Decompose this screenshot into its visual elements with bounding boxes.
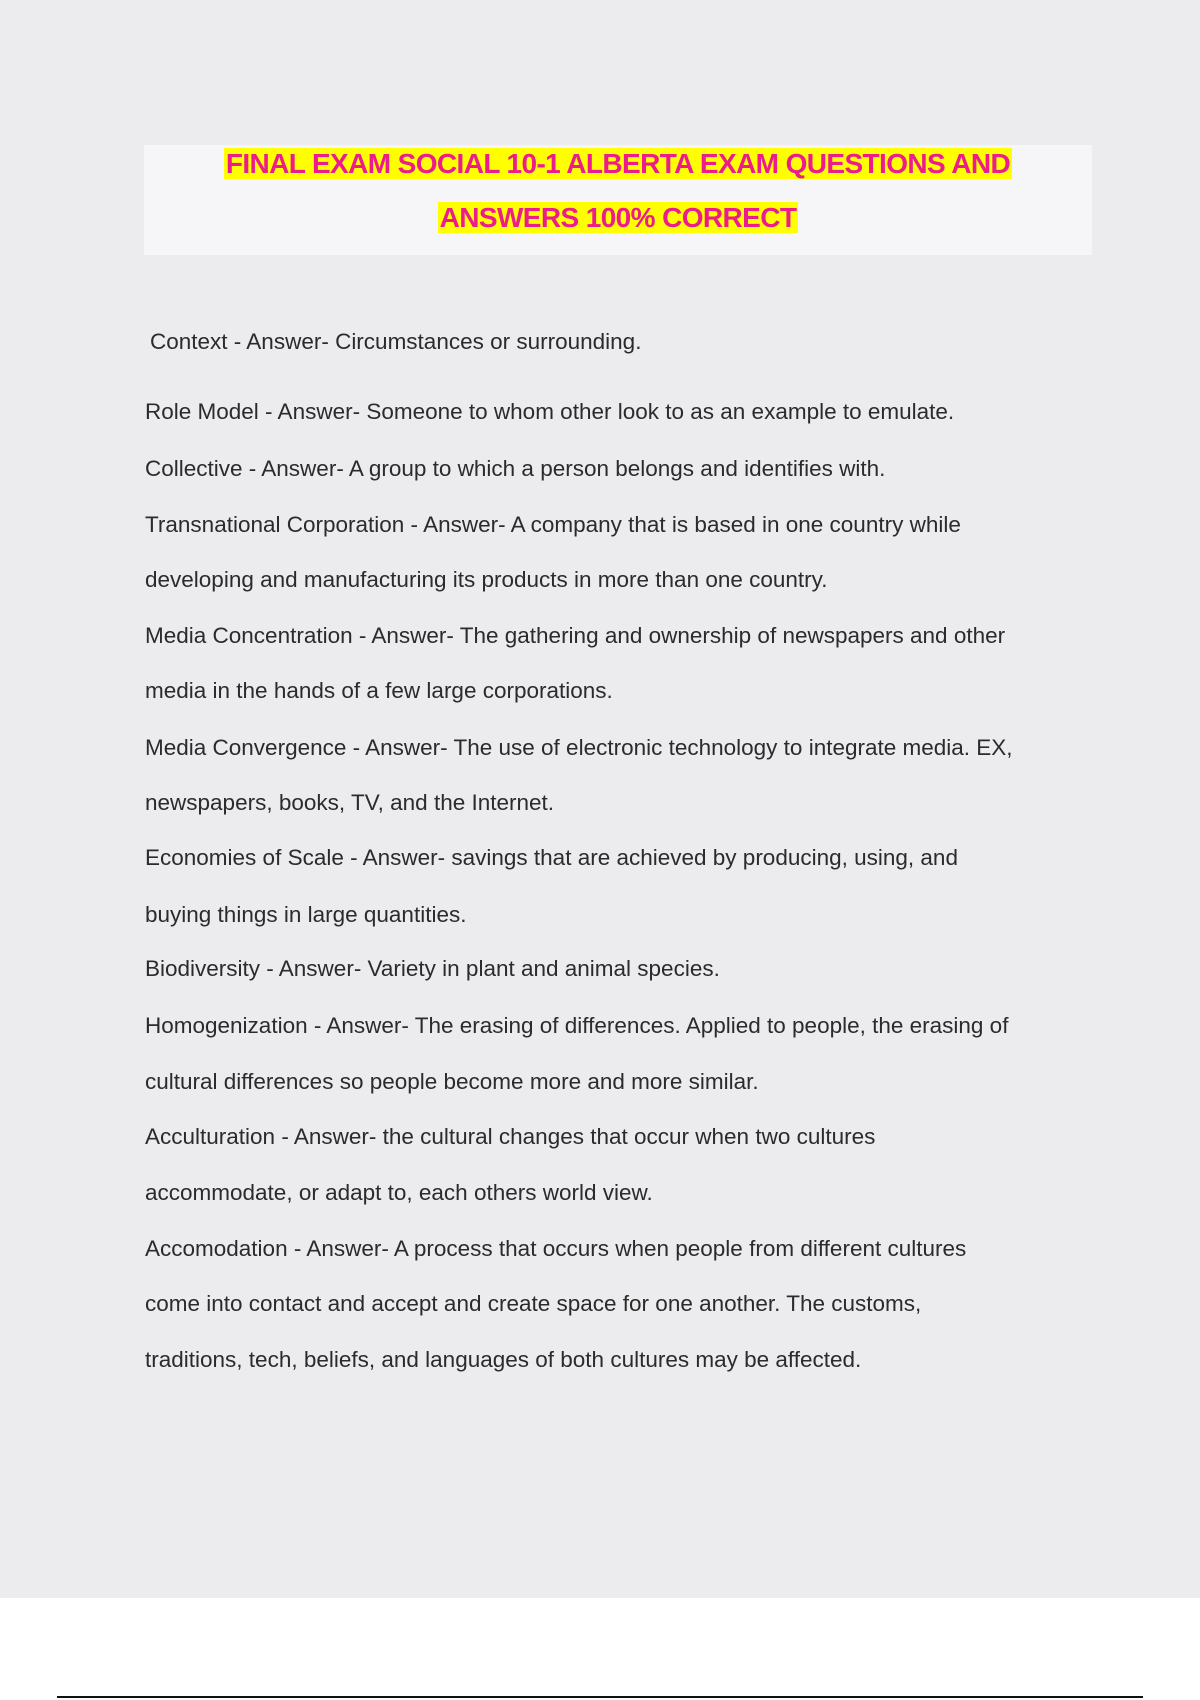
title-line-2: ANSWERS 100% CORRECT (439, 202, 797, 233)
title-line-1: FINAL EXAM SOCIAL 10-1 ALBERTA EXAM QUESTIONS AND (225, 148, 1011, 179)
entry-accomodation: Accomodation - Answer- A process that occurs when people from different cultures (145, 1236, 967, 1261)
entry-homogenization: Homogenization - Answer- The erasing of differences. Applied to people, the erasing of (145, 1013, 1009, 1038)
entry-economies-of-scale-cont: buying things in large quantities. (145, 902, 467, 927)
entry-economies-of-scale: Economies of Scale - Answer- savings that are achieved by producing, using, and (145, 845, 958, 870)
entry-media-concentration: Media Concentration - Answer- The gathering and ownership of newspapers and other (145, 623, 1006, 648)
entry-media-concentration-cont: media in the hands of a few large corporations. (145, 678, 613, 703)
entry-media-convergence: Media Convergence - Answer- The use of electronic technology to integrate media. EX, (145, 735, 1013, 760)
entry-homogenization-cont: cultural differences so people become more and more similar. (145, 1069, 759, 1094)
entry-accomodation-cont-1: come into contact and accept and create space for one another. The customs, (145, 1291, 922, 1316)
entry-collective: Collective - Answer- A group to which a person belongs and identifies with. (145, 456, 886, 481)
entry-acculturation: Acculturation - Answer- the cultural changes that occur when two cultures (145, 1124, 876, 1149)
entry-biodiversity: Biodiversity - Answer- Variety in plant and animal species. (145, 956, 720, 981)
entry-role-model: Role Model - Answer- Someone to whom other look to as an example to emulate. (145, 399, 955, 424)
entry-transnational-corporation-cont: developing and manufacturing its products in more than one country. (145, 567, 828, 592)
footer-divider (57, 1696, 1143, 1698)
entry-acculturation-cont: accommodate, or adapt to, each others world view. (145, 1180, 653, 1205)
document-title (144, 145, 1092, 255)
entry-accomodation-cont-2: traditions, tech, beliefs, and languages of both cultures may be affected. (145, 1347, 862, 1372)
entry-media-convergence-cont: newspapers, books, TV, and the Internet. (145, 790, 555, 815)
entry-transnational-corporation: Transnational Corporation - Answer- A company that is based in one country while (145, 512, 961, 537)
entry-context: Context - Answer- Circumstances or surrounding. (150, 329, 642, 354)
